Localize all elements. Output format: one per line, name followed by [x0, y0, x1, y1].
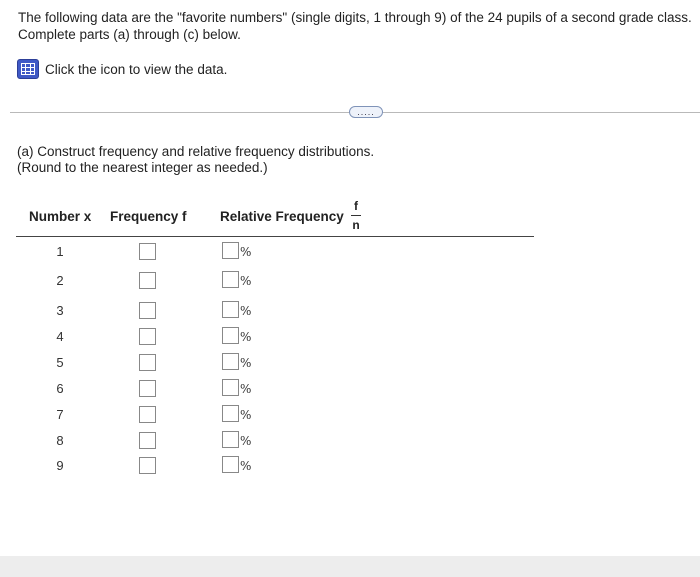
frequency-input[interactable] [139, 406, 156, 423]
expand-more-button[interactable]: ..... [349, 106, 383, 118]
relative-frequency-input[interactable] [222, 301, 239, 318]
footer-band [0, 556, 700, 577]
relative-frequency-input[interactable] [222, 242, 239, 259]
frequency-input[interactable] [139, 432, 156, 449]
frequency-input[interactable] [139, 302, 156, 319]
percent-sign: % [240, 434, 252, 448]
header-relative-frequency: Relative Frequency [220, 209, 344, 224]
part-a-instructions [17, 144, 374, 176]
table-row [0, 325, 600, 347]
relative-frequency-input[interactable] [222, 456, 239, 473]
relative-frequency-input[interactable] [222, 379, 239, 396]
table-row [0, 454, 600, 476]
header-fraction-f-over-n [348, 199, 364, 232]
table-row [0, 269, 600, 291]
row-number: 4 [56, 329, 64, 344]
percent-sign: % [240, 304, 252, 318]
table-row [0, 351, 600, 373]
frequency-input[interactable] [139, 328, 156, 345]
header-number-x: Number x [29, 209, 92, 224]
row-number: 5 [56, 355, 64, 370]
percent-sign: % [240, 245, 252, 259]
frequency-input[interactable] [139, 272, 156, 289]
row-number: 2 [56, 273, 64, 288]
percent-sign: % [240, 274, 252, 288]
frequency-input[interactable] [139, 243, 156, 260]
row-number: 9 [56, 458, 64, 473]
view-data-label[interactable]: Click the icon to view the data. [45, 61, 228, 77]
row-number: 3 [56, 303, 64, 318]
relative-frequency-input[interactable] [222, 431, 239, 448]
frequency-input[interactable] [139, 457, 156, 474]
fraction-bar [351, 215, 361, 216]
row-number: 7 [56, 407, 64, 422]
header-frequency: Frequency f [110, 209, 187, 224]
fraction-numerator: f [354, 199, 358, 213]
view-data-link[interactable] [17, 59, 227, 79]
relative-frequency-input[interactable] [222, 327, 239, 344]
part-a-line1: (a) Construct frequency and relative frequency distributions. [17, 144, 375, 159]
row-number: 6 [56, 381, 64, 396]
percent-sign: % [240, 330, 252, 344]
percent-sign: % [240, 408, 252, 422]
percent-sign: % [240, 459, 252, 473]
fraction-denominator: n [352, 218, 360, 232]
table-row [0, 240, 600, 262]
row-number: 1 [56, 244, 64, 259]
frequency-input[interactable] [139, 354, 156, 371]
row-number: 8 [56, 433, 64, 448]
percent-sign: % [240, 382, 252, 396]
table-row [0, 403, 600, 425]
relative-frequency-input[interactable] [222, 405, 239, 422]
frequency-input[interactable] [139, 380, 156, 397]
table-row [0, 299, 600, 321]
question-intro-line2: Complete parts (a) through (c) below. [18, 27, 241, 42]
relative-frequency-input[interactable] [222, 271, 239, 288]
question-text [18, 9, 698, 43]
header-rule [16, 236, 534, 237]
percent-sign: % [240, 356, 252, 370]
question-intro-line1: The following data are the "favorite numbers" (single digits, 1 through 9) of the 24 pupils of a second grade class. [18, 10, 692, 25]
table-row [0, 377, 600, 399]
part-a-line2: (Round to the nearest integer as needed.) [17, 160, 268, 175]
table-grid-icon[interactable] [17, 59, 39, 79]
table-row [0, 429, 600, 451]
relative-frequency-input[interactable] [222, 353, 239, 370]
